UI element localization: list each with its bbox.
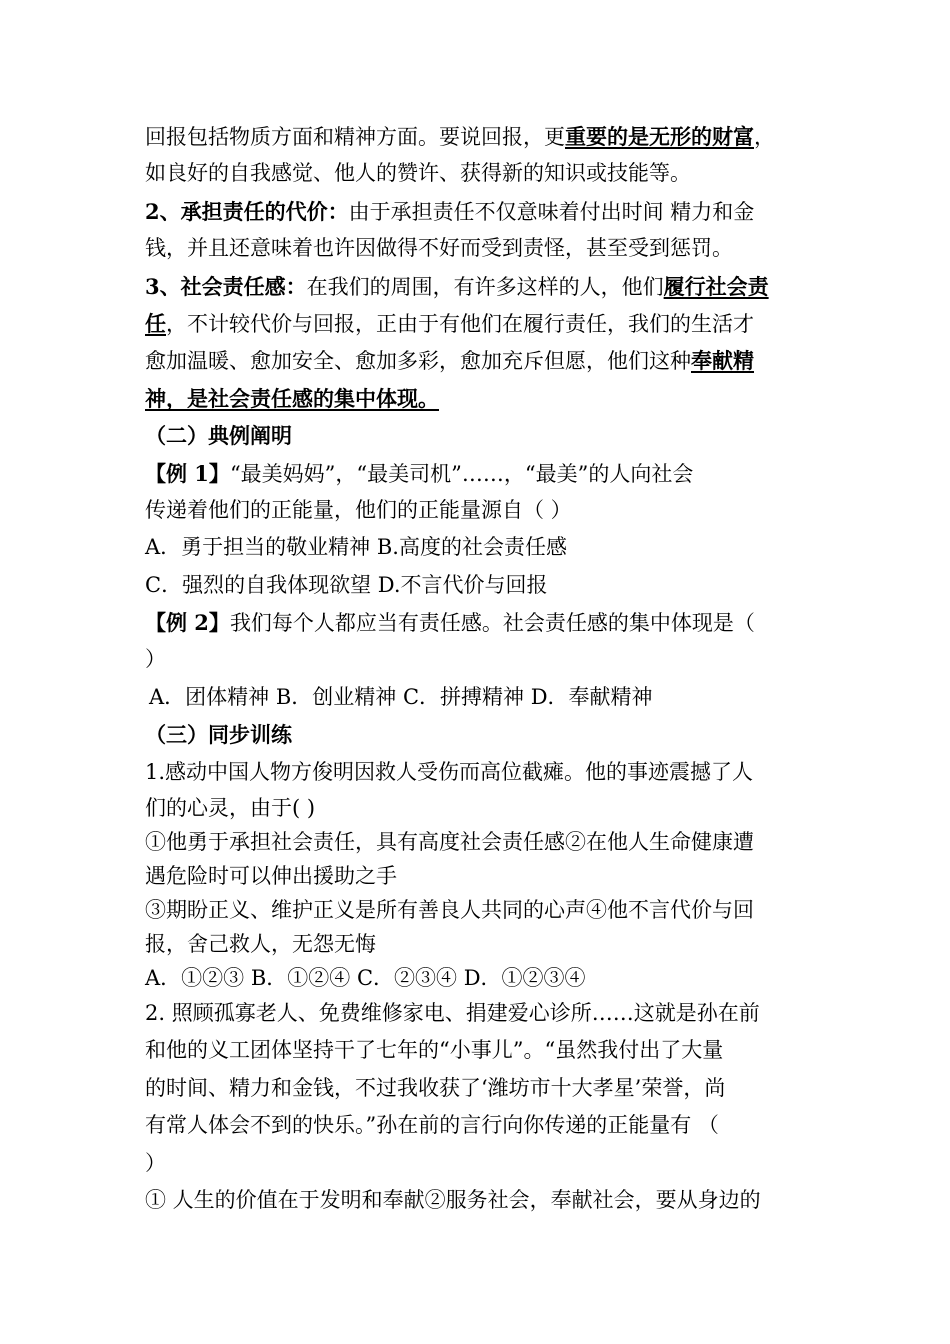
example-2-options: A．团体精神 B．创业精神 C．拼搏精神 D．奉献精神 <box>149 684 653 709</box>
question-2-stem-cont-1: 和他的义工团体坚持干了七年的“小事儿”。“虽然我付出了大量 <box>145 1038 724 1063</box>
section-line-3 <box>145 193 825 230</box>
text: 愈加温暖、愈加安全、愈加多彩，愈加充斥但愿，他们这种 <box>145 349 691 374</box>
text: 回报包括物质方面和精神方面。要说回报，更 <box>145 125 565 149</box>
paragraph-line-8 <box>145 380 825 417</box>
example-1-options-cd: C．强烈的自我体现欲望 D.不言代价与回报 <box>145 572 548 597</box>
text: 由于承担责任不仅意味着付出时间 精力和金 <box>348 199 755 224</box>
paragraph-line-7 <box>145 342 825 379</box>
emphasis-text: 履行社会责 <box>663 273 769 299</box>
emphasis-text: 任 <box>145 310 166 336</box>
emphasis-text: 奉献精 <box>691 348 754 374</box>
question-2-stem-cont-2: 的时间、精力和金钱，不过我收获了‘潍坊市十大孝星’荣誉，尚 <box>145 1075 726 1100</box>
question-1-statement-1: ①他勇于承担社会责任，具有高度社会责任感②在他人生命健康遭 <box>145 830 754 855</box>
example-label: 【例 2】 <box>145 610 230 636</box>
section-title-practice: （三）同步训练 <box>145 722 292 748</box>
question-1-statement-3-cont: 报，舍己救人，无怨无悔 <box>145 932 376 957</box>
example-2-stem <box>145 604 825 641</box>
question-2-stem-cont-4: ） <box>145 1150 166 1175</box>
question-2-statement-1: ① 人生的价值在于发明和奉献②服务社会，奉献社会，要从身边的 <box>145 1187 761 1212</box>
paragraph-line-6 <box>145 305 825 342</box>
text: ， <box>754 125 775 149</box>
question-1-statement-3: ③期盼正义、维护正义是所有善良人共同的心声④他不言代价与回 <box>145 898 754 923</box>
text: ，不计较代价与回报，正由于有他们在履行责任，我们的生活才 <box>166 311 754 336</box>
section-heading: 2、承担责任的代价： <box>145 198 349 224</box>
text: 我们每个人都应当有责任感。社会责任感的集中体现是（ <box>229 611 755 636</box>
paragraph-line-1 <box>145 118 825 155</box>
question-1-stem-cont: 们的心灵，由于( ) <box>145 796 316 821</box>
question-2-stem-cont-3: 有常人体会不到的快乐。”孙在前的言行向你传递的正能量有 （ <box>145 1113 719 1138</box>
question-1-options: A．①②③ B．①②④ C．②③④ D．①②③④ <box>145 966 586 991</box>
document-body <box>145 118 825 1219</box>
paragraph-line-4: 钱，并且还意味着也许因做得不好而受到责怪，甚至受到惩罚。 <box>145 236 733 261</box>
example-1-options-ab: A．勇于担当的敬业精神 B.高度的社会责任感 <box>145 535 567 560</box>
question-1-statement-1-cont: 遇危险时可以伸出援助之手 <box>145 864 397 889</box>
example-2-stem-cont: ） <box>145 647 166 672</box>
question-2-stem: 2. 照顾孤寡老人、免费维修家电、捐建爱心诊所……这就是孙在前 <box>145 1001 760 1026</box>
emphasis-text: 神，是社会责任感的集中体现。 <box>145 385 439 411</box>
emphasis-text: 重要的是无形的财富 <box>565 124 754 149</box>
example-label: 【例 1】 <box>145 460 230 486</box>
example-1-stem-cont: 传递着他们的正能量，他们的正能量源自（ ） <box>145 497 572 522</box>
section-title-examples: （二）典例阐明 <box>145 423 292 449</box>
text: 在我们的周围，有许多这样的人，他们 <box>306 274 664 299</box>
example-1-stem <box>145 455 825 492</box>
section-heading: 3、社会责任感： <box>145 273 307 299</box>
section-line-5 <box>145 268 825 305</box>
text: “最美妈妈”，“最美司机”……，“最美”的人向社会 <box>229 461 694 486</box>
question-1-stem: 1.感动中国人物方俊明因救人受伤而高位截瘫。他的事迹震撼了人 <box>145 759 754 784</box>
paragraph-line-2: 如良好的自我感觉、他人的赞许、获得新的知识或技能等。 <box>145 161 691 186</box>
